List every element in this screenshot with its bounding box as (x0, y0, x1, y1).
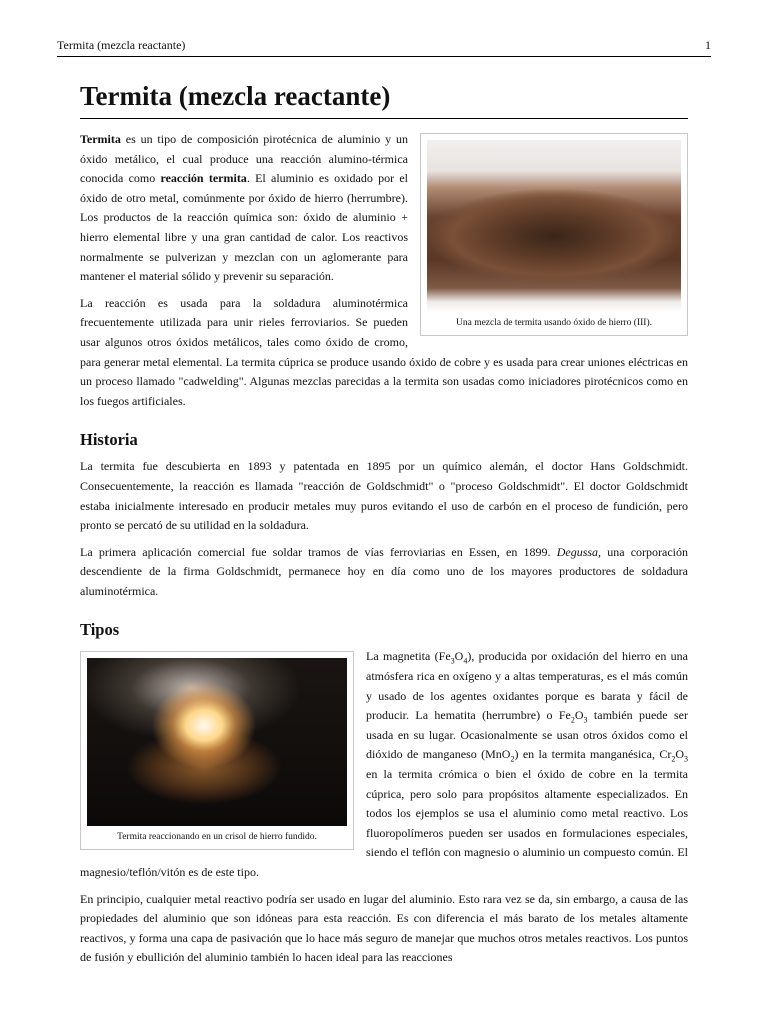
intro-paragraph-2: La reacción es usada para la soldadura aluminotérmica frecuentemente utilizada para unir rieles ferroviarios. Se pueden usar algunos otros óxidos metálicos, tales como óxido de cromo, para generar metal elemental. La termita cúprica se produce usando óxido de cobre y es usada para crear uniones eléctricas en un proceso llamado "cadwelding". Algunas mezclas parecidas a la termita son usadas como iniciadores pirotécnicos como en los fuegos artificiales. (80, 295, 688, 408)
term-bold: reacción termita (160, 171, 247, 186)
figure-caption: Una mezcla de termita usando óxido de hierro (III). (456, 318, 652, 328)
page-title: Termita (mezcla reactante) (80, 80, 688, 119)
tipos-paragraph-1: La magnetita $(Fe_3O_4)$, producida por oxidación del hierro en una atmósfera rica en oxígeno y a altas temperaturas, es el más común y usado de los agentes oxidantes porque es barata y fácil de producir. La hematita (herrumbre) o $Fe_2O_3$ también puede ser usada en su lugar. Ocasionalmente se usan otros óxidos como el dióxido de manganeso (MnO$_2$) en la termita manganésica, $Cr_2O_3$ en la termita crómica o bien el óxido de cobre en la termita cúprica, pero solo para propósitos altamente especializados. En todos los ejemplos se usa el aluminio como metal reactivo. Los fluoropolímeros pueden ser usados en formulaciones especiales, siendo el teflón con magnesio o aluminio un compuesto común. El magnesio/teflón/vitón es de este tipo. (80, 649, 688, 879)
section-heading-tipos: Tipos (80, 620, 120, 640)
company-name: Degussa, (556, 544, 602, 559)
running-title: Termita (mezcla reactante) (57, 38, 186, 52)
historia-paragraph-2: La primera aplicación comercial fue soldar tramos de vías ferroviarias en Essen, en 1899. Degussa, una corporación descendiente de la firma Goldschmidt, permanece hoy en día como uno de los mayores productores de soldadura aluminotérmica. (80, 544, 688, 598)
section-heading-historia: Historia (80, 430, 138, 450)
figure-thermite-mixture (420, 133, 688, 336)
historia-paragraph-1: La termita fue descubierta en 1893 y patentada en 1895 por un químico alemán, el doctor Hans Goldschmidt. Consecuentemente, la reacción es llamada "reacción de Goldschmidt" o "proceso Goldschmidt". El doctor Goldschmidt estaba inicialmente interesado en producir metales muy puros evitando el uso de carbón en el proceso de fundición, pero pronto se percató de su utilidad en la soldadura. (80, 459, 688, 533)
running-header (57, 38, 711, 57)
article-body (80, 130, 688, 975)
intro-paragraph: Termita es un tipo de composición pirotécnica de aluminio y un óxido metálico, el cual produce una reacción alumino-térmica conocida como reacción termita. El aluminio es oxidado por el óxido de otro metal, comúnmente por óxido de hierro (herrumbre). Los productos de la reacción química son: óxido de aluminio + hierro elemental libre y una gran cantidad de calor. Los reactivos normalmente se pulverizan y mezclan con un aglomerante para mantener el material sólido y prevenir su separación. (80, 132, 408, 284)
term-bold: Termita (80, 132, 121, 146)
thermite-reaction-image (87, 658, 347, 826)
page-number: 1 (705, 38, 711, 52)
thermite-powder-image (427, 140, 681, 312)
figure-caption: Termita reaccionando en un crisol de hierro fundido. (117, 832, 317, 843)
figure-thermite-reaction (80, 651, 354, 850)
tipos-paragraph-2: En principio, cualquier metal reactivo podría ser usado en lugar del aluminio. Esto rara vez se da, sin embargo, a causa de las propiedades del aluminio que son idóneas para esta reacción. Es con diferencia el más barato de los metales altamente reactivos, y forma una capa de pasivación que lo hace más seguro de manejar que muchos otros metales reactivos. Los puntos de fusión y ebullición del aluminio también lo hacen ideal para las reacciones (80, 891, 688, 965)
